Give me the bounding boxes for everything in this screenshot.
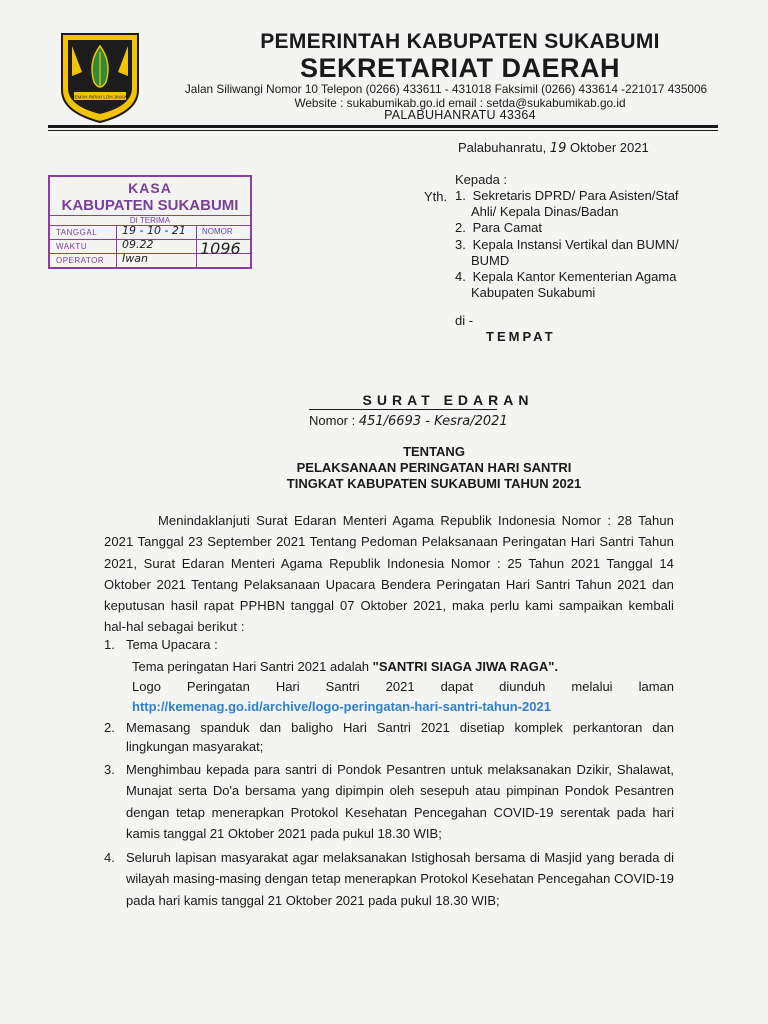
tentang-label: TENTANG: [403, 444, 465, 459]
list-item: [104, 759, 674, 844]
stamp-title: KASA: [128, 180, 172, 196]
item-title: Tema Upacara :: [126, 637, 218, 652]
list-item: [104, 719, 674, 756]
stamp-tanggal-value: 19 - 10 - 21: [122, 224, 186, 237]
title-underline: [309, 409, 497, 410]
item-text: Seluruh lapisan masyarakat agar melaksanakan Istighosah bersama di Masjid yang berada di wilayah masing-masing dengan tetap menerapkan Protokol Kesehatan Pencegahan COVID-19 pada hari kamis tanggal 21 Oktober 2021 pada pukul 18.30 WIB;: [126, 850, 674, 908]
recipient-item: 1. Sekretaris DPRD/ Para Asisten/Staf: [455, 188, 679, 203]
stamp-subtitle: KABUPATEN SUKABUMI: [61, 197, 239, 214]
document-subject: [0, 444, 768, 492]
di-label: di -: [455, 313, 474, 328]
item-text: Memasang spanduk dan baligho Hari Santri 2021 disetiap komplek perkantoran dan lingkungan masyarakat;: [126, 720, 674, 754]
stamp-column-line: [196, 225, 197, 267]
yth-label: Yth.: [424, 189, 448, 204]
stamp-operator-value: Iwan: [122, 252, 148, 265]
stamp-operator-label: OPERATOR: [56, 256, 105, 265]
item-text: Menghimbau kepada para santri di Pondok Pesantren untuk melaksanakan Dzikir, Shalawat, Munajat serta Do'a bersama yang dipimpin oleh sesepuh atau pimpinan Pondok Pesantren dengan tetap menerapkan Protokol Kesehatan Pencegahan COVID-19 serentak pada hari kamis tanggal 21 Oktober 2021 pada pukul 18.30 WIB;: [126, 762, 674, 841]
list-item: [104, 636, 674, 716]
item-number: 1.: [104, 637, 115, 652]
instruction-list: [104, 636, 674, 914]
office-address: Jalan Siliwangi Nomor 10 Telepon (0266) 433611 - 431018 Faksimil (0266) 433614 -221017 435006: [184, 82, 708, 96]
office-city: PALABUHANRATU 43364: [384, 108, 536, 122]
stamp-waktu-label: WAKTU: [56, 242, 88, 251]
intro-paragraph: Menindaklanjuti Surat Edaran Menteri Agama Republik Indonesia Nomor : 28 Tahun 2021 Tanggal 23 September 2021 Tentang Pedoman Pelaksanaan Peringatan Hari Santri Tahun 2021, Surat Edaran Menteri Agama Republik Indonesia Nomor : 25 Tahun 2021 Tanggal 14 Oktober 2021 Tentang Pelaksanaan Upacara Bendera Peringatan Hari Santri Tahun 2021 dan keputusan hasil rapat PPHBN tanggal 07 Oktober 2021, maka perlu kami sampaikan kembali hal-hal sebagai berikut :: [104, 513, 674, 635]
stamp-column-line: [116, 225, 117, 267]
svg-text:GEMAH RIPAH LOH JINAWI: GEMAH RIPAH LOH JINAWI: [70, 94, 130, 100]
recipient-item-cont: Ahli/ Kepala Dinas/Badan: [471, 204, 619, 220]
recipient-item: 3. Kepala Instansi Vertikal dan BUMN/: [455, 236, 679, 252]
item-number: 4.: [104, 850, 115, 866]
stamp-waktu-value: 09.22: [122, 238, 154, 251]
list-item: [104, 847, 674, 911]
kabupaten-sukabumi-logo: [58, 32, 142, 124]
item-number: 2.: [104, 720, 115, 735]
stamp-nomor-value: 1096: [200, 239, 241, 258]
tempat-label: TEMPAT: [486, 329, 556, 344]
office-name: SEKRETARIAT DAERAH: [299, 53, 620, 83]
logo-line: Logo Peringatan Hari Santri 2021 dapat diunduh melalui laman: [132, 679, 674, 694]
theme-line: Tema peringatan Hari Santri 2021 adalah "SANTRI SIAGA JIWA RAGA".: [132, 658, 559, 674]
recipient-item: 4. Kepala Kantor Kementerian Agama: [455, 269, 677, 285]
body-text: [104, 510, 674, 638]
subject-line: PELAKSANAAN PERINGATAN HARI SANTRI: [296, 460, 572, 475]
recipient-item-cont: Kabupaten Sukabumi: [471, 285, 596, 301]
document-number: Nomor : 451/6693 - Kesra/2021: [309, 413, 508, 429]
stamp-nomor-label: NOMOR: [202, 227, 233, 236]
recipient-list: [455, 188, 745, 301]
government-name: PEMERINTAH KABUPATEN SUKABUMI: [260, 30, 660, 53]
document-title: SURAT EDARAN: [362, 392, 534, 408]
recipient-item-cont: BUMD: [471, 252, 510, 268]
letter-date: Palabuhanratu, 19 Oktober 2021: [458, 140, 649, 156]
logo-download-link[interactable]: http://kemenag.go.id/archive/logo-peringatan-hari-santri-tahun-2021: [132, 698, 551, 714]
stamp-received-label: DI TERIMA: [129, 216, 171, 225]
item-number: 3.: [104, 762, 115, 777]
header-rule-thin: [48, 130, 718, 131]
received-stamp: [48, 175, 252, 269]
header-rule-thick: [48, 125, 718, 128]
kepada-label: Kepada :: [455, 172, 508, 187]
subject-line: TINGKAT KABUPATEN SUKABUMI TAHUN 2021: [286, 476, 582, 491]
office-contact: Website : sukabumikab.go.id email : setda@sukabumikab.go.id: [294, 96, 626, 110]
stamp-tanggal-label: TANGGAL: [56, 228, 98, 237]
recipient-item: 2. Para Camat: [455, 220, 542, 236]
